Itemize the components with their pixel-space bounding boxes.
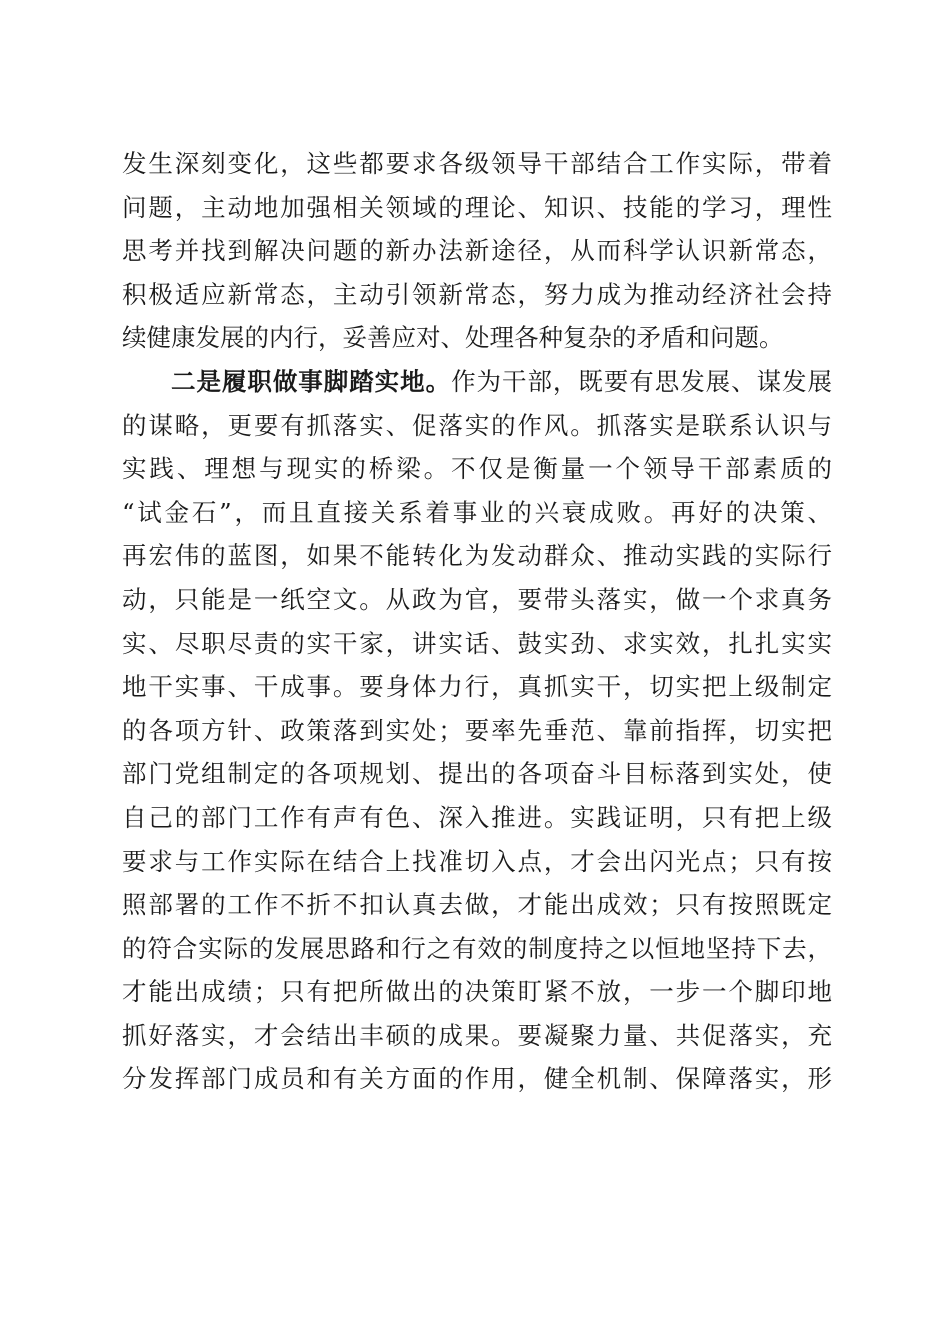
text-line: 才能出成绩；只有把所做出的决策盯紧不放，一步一个脚印地 [122,977,832,1007]
paragraph-first-line [122,360,832,404]
paragraph-2 [122,360,832,1101]
paragraph-lead-heading: 二是履职做事脚踏实地。 [171,366,452,396]
text-line: 要求与工作实际在结合上找准切入点，才会出闪光点；只有按 [122,846,832,876]
text-line: 实、尽职尽责的实干家，讲实话、鼓实劲、求实效，扎扎实实 [122,628,832,658]
paragraph-first-line-text: 作为干部，既要有思发展、谋发展 [451,366,833,396]
text-line: 分发挥部门成员和有关方面的作用，健全机制、保障落实，形 [122,1064,832,1094]
text-line: 自己的部门工作有声有色、深入推进。实践证明，只有把上级 [122,802,832,832]
text-line: 的符合实际的发展思路和行之有效的制度持之以恒地坚持下去， [122,933,832,963]
text-line: 实践、理想与现实的桥梁。不仅是衡量一个领导干部素质的 [122,454,832,484]
text-line: 再宏伟的蓝图，如果不能转化为发动群众、推动实践的实际行 [122,541,832,571]
text-line: 积极适应新常态，主动引领新常态，努力成为推动经济社会持 [122,279,832,309]
text-line: 的谋略，更要有抓落实、促落实的作风。抓落实是联系认识与 [122,410,832,440]
text-line: “试金石”，而且直接关系着事业的兴衰成败。再好的决策、 [122,497,832,527]
text-line: 续健康发展的内行，妥善应对、处理各种复杂的矛盾和问题。 [122,323,784,353]
text-line: 动，只能是一纸空文。从政为官，要带头落实，做一个求真务 [122,584,832,614]
text-line: 的各项方针、政策落到实处；要率先垂范、靠前指挥，切实把 [122,715,832,745]
paragraph-1 [122,142,832,360]
body-text [122,142,832,1101]
text-line: 照部署的工作不折不扣认真去做，才能出成效；只有按照既定 [122,890,832,920]
text-line: 问题，主动地加强相关领域的理论、知识、技能的学习，理性 [122,192,832,222]
text-line: 发生深刻变化，这些都要求各级领导干部结合工作实际，带着 [122,149,832,178]
text-line: 地干实事、干成事。要身体力行，真抓实干，切实把上级制定 [122,672,832,702]
text-line: 部门党组制定的各项规划、提出的各项奋斗目标落到实处，使 [122,759,832,789]
text-line: 抓好落实，才会结出丰硕的成果。要凝聚力量、共促落实，充 [122,1020,832,1050]
text-line: 思考并找到解决问题的新办法新途径，从而科学认识新常态， [122,236,832,266]
